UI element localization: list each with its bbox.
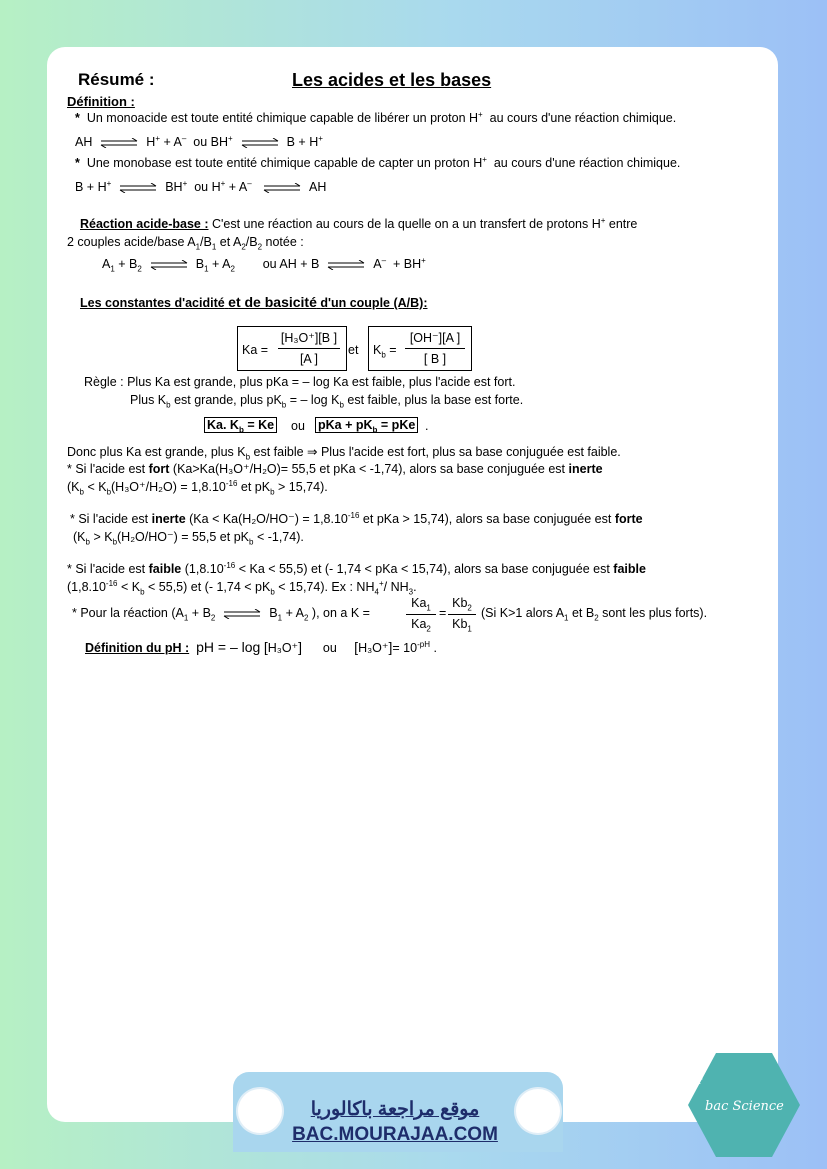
ka-fraction-bar <box>278 348 340 349</box>
constants-heading: Les constantes d'acidité et de basicité d'un couple (A/B): <box>80 294 428 310</box>
kb-label: $K_b$ = <box>373 343 397 360</box>
pour-reaction-line: * Pour la réaction ($A_1 + B_2$ $B_1 + A_2$ ), on a K = <box>72 606 370 623</box>
faible-paragraph: * Si l'acide est faible $(1,8.10^{-16} < Ka < 55,5)$ et (- 1,74 < pKa < 15,74), alors sa base conjuguée est faible <box>67 560 646 576</box>
reaction-couples: 2 couples acide/base $A_1/B_1$ et $A_2/B_2$ notée : <box>67 235 304 252</box>
footer-site-url[interactable]: BAC.MOURAJAA.COM <box>292 1124 498 1145</box>
et-label: et <box>348 343 359 357</box>
equilibrium-arrow-icon <box>149 260 189 270</box>
fort-paragraph-line2: ($K_b < K_b(H_3O^+/H_2O) = 1,8.10^{-16}$ et $pK_b > 15,74$). <box>67 478 328 497</box>
equilibrium-arrow-icon <box>326 260 366 270</box>
reaction-equation: $A_1 + B_2$ $B_1 + A_2$ ou AH + B A– + BH+ <box>102 255 426 274</box>
ou-label: ou <box>291 419 305 433</box>
regle-acid: Règle : Plus Ka est grande, plus pKa = – log Ka est faible, plus l'acide est fort. <box>84 375 516 389</box>
kb-numerator: [OH⁻][A ] <box>409 331 461 345</box>
kb-fraction-bar <box>405 348 465 349</box>
kb1-denominator: $Kb_1$ <box>452 617 472 634</box>
definition-heading: Définition : <box>67 94 135 109</box>
ka-ratio-bar <box>406 614 436 615</box>
equilibrium-arrow-icon <box>222 609 262 619</box>
fort-paragraph: * Si l'acide est fort (Ka>Ka(H₃O⁺/H₂O)= 55,5 et pKa < -1,74), alors sa base conjuguée est inerte <box>67 462 603 476</box>
ka-label: Ka = <box>242 343 269 357</box>
ka-denominator: [A ] <box>299 352 319 366</box>
badge-br-text: br <box>690 1074 703 1087</box>
equilibrium-arrow-icon <box>262 183 302 193</box>
ka1-numerator: $Ka_1$ <box>411 596 431 613</box>
ka-numerator: [H₃O⁺][B ] <box>280 331 338 345</box>
regle-base: Plus $K_b$ est grande, plus $pK_b$ = – $\log K_b$ est faible, plus la base est forte. <box>130 393 524 410</box>
equilibrium-arrow-icon <box>99 138 139 148</box>
donc-paragraph: Donc plus Ka est grande, plus $K_b$ est faible ⇒ Plus l'acide est fort, plus sa base conjuguée est faible. <box>67 445 621 462</box>
monobase-definition: * Une monobase est toute entité chimique capable de capter un proton H+ au cours d'une réaction chimique. <box>75 154 681 170</box>
ka-kb-relation: Ka. $K_b = Ke$ <box>204 417 277 433</box>
reaction-definition: Réaction acide-base : C'est une réaction au cours de la quelle on a un transfert de protons H+ entre <box>80 215 638 231</box>
equilibrium-arrow-icon <box>118 183 158 193</box>
kb-ratio-bar <box>448 614 476 615</box>
ka2-denominator: $Ka_2$ <box>411 617 431 634</box>
pka-pkb-relation: pKa + $pK_b$ = pKe <box>315 417 418 433</box>
footer-site-name[interactable]: موقع مراجعة باكالوريا <box>310 1099 480 1120</box>
base-equations: B + H+ BH+ ou H+ + A– AH <box>75 178 327 194</box>
ph-definition: Définition du pH : pH = – log [H₃O⁺] ou $[H_3O^+]= 10^{-pH}$ . <box>85 639 437 655</box>
monoacide-definition: * Un monoacide est toute entité chimique capable de libérer un proton H+ au cours d'une réaction chimique. <box>75 109 677 125</box>
kb-denominator: [ B ] <box>423 352 447 366</box>
equals-sign: = <box>439 606 447 620</box>
resume-label: Résumé : <box>78 70 155 89</box>
period: . <box>425 419 429 433</box>
kb2-numerator: $Kb_2$ <box>452 596 472 613</box>
acid-equations: AH H+ + A– ou BH+ B + H+ <box>75 133 323 149</box>
equilibrium-arrow-icon <box>240 138 280 148</box>
page-title: Les acides et les bases <box>292 70 492 90</box>
pour-conclusion: (Si K>1 alors $A_1$ et $B_2$ sont les plus forts). <box>481 606 708 623</box>
badge-text: bac Science <box>705 1099 784 1114</box>
faible-paragraph-line2: $(1,8.10^{-16} < K_b < 55,5)$ et (- $1,74 < pK_b < 15,74$). Ex : $NH_4^+/$ $NH_3$. <box>67 578 417 597</box>
inerte-paragraph: * Si l'acide est inerte ($Ka < Ka(H_2O/HO^-) = 1,8.10^{-16}$ et pKa > 15,74), alors sa base conjuguée est forte <box>70 510 643 526</box>
inerte-paragraph-line2: ($K_b > K_b(H_2O/HO^-) = 55,5$ et $pK_b < -1,74$). <box>73 530 304 547</box>
